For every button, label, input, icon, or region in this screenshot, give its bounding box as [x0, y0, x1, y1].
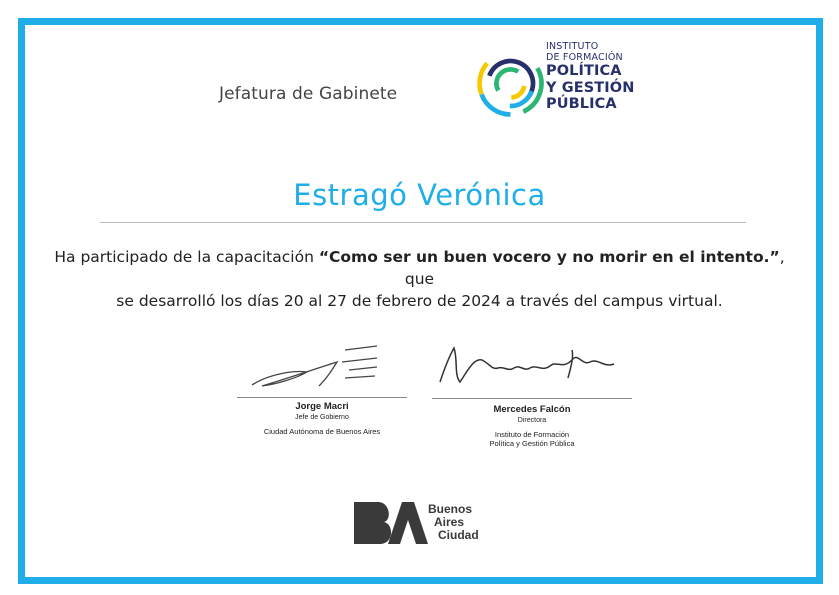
- institute-line4: Y GESTIÓN: [546, 79, 635, 96]
- signature-line-left: [237, 397, 407, 398]
- body-intro: Ha participado de la capacitación: [54, 248, 319, 266]
- signer-role-right: Directora: [517, 417, 547, 424]
- signature-line-right: [432, 398, 632, 399]
- recipient-name: Estragó Verónica: [293, 178, 546, 212]
- institute-logo-icon: [473, 46, 548, 121]
- body-connector: , que: [404, 248, 785, 288]
- institute-name: [546, 42, 634, 112]
- signature-falcon-icon: [432, 330, 632, 392]
- buenos-aires-logo: [354, 500, 494, 550]
- signer-name-right: Mercedes Falcón: [493, 404, 571, 415]
- signer-org-left: Ciudad Autónoma de Buenos Aires: [263, 427, 381, 436]
- jefatura-title: Jefatura de Gabinete: [219, 84, 398, 104]
- signature-block-right: [432, 330, 632, 448]
- certificate-body: [40, 246, 799, 312]
- signer-name-left: Jorge Macri: [295, 401, 349, 412]
- signer-org-right-2: Política y Gestión Pública: [489, 439, 575, 448]
- signer-org-right-1: Instituto de Formación: [494, 430, 570, 439]
- body-details: se desarrolló los días 20 al 27 de febrero de 2024 a través del campus virtual.: [116, 292, 723, 310]
- signature-macri-icon: [237, 340, 407, 395]
- ba-logo-line2: Aires: [434, 515, 465, 529]
- course-title: “Como ser un buen vocero y no morir en el intento.”: [318, 248, 780, 266]
- ba-logo-icon: [354, 500, 494, 546]
- institute-line1: INSTITUTO: [546, 41, 599, 52]
- ba-logo-line1: Buenos: [428, 502, 473, 516]
- signer-role-left: Jefe de Gobierno: [295, 414, 349, 421]
- institute-line3: POLÍTICA: [546, 63, 622, 79]
- signature-block-left: [237, 340, 407, 436]
- institute-line5: PÚBLICA: [546, 96, 617, 112]
- ba-logo-line3: Ciudad: [438, 528, 479, 542]
- institute-line2: DE FORMACIÓN: [546, 51, 623, 63]
- divider: [100, 222, 746, 223]
